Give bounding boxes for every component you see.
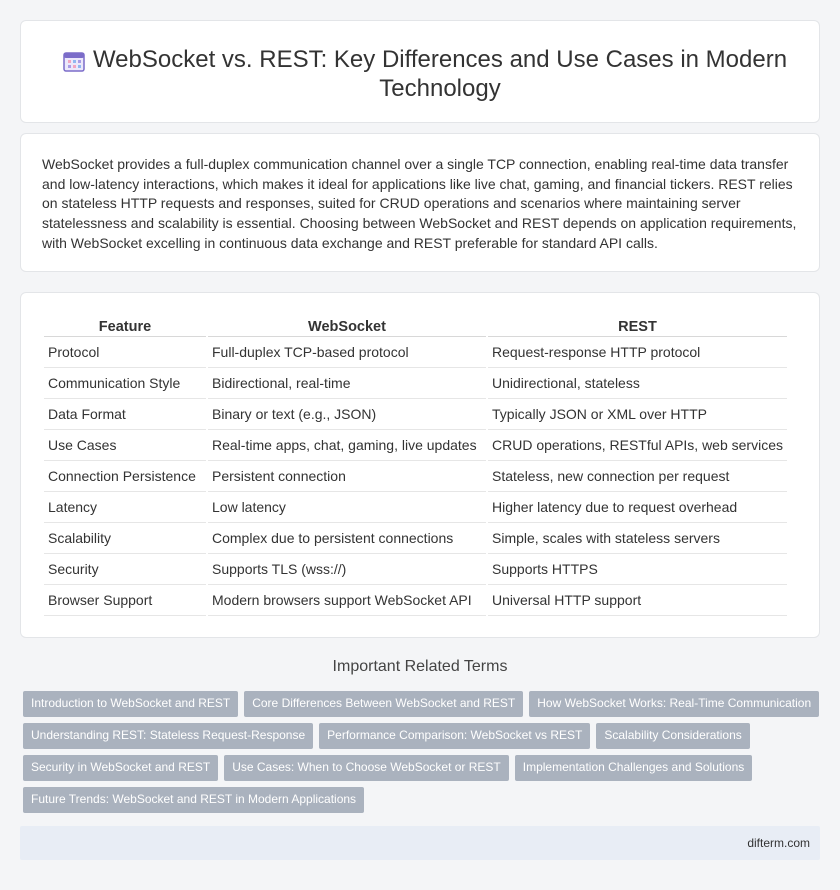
table-cell: Request-response HTTP protocol bbox=[488, 337, 787, 368]
table-cell: Supports HTTPS bbox=[488, 554, 787, 585]
column-header-websocket: WebSocket bbox=[208, 317, 486, 337]
table-cell: Unidirectional, stateless bbox=[488, 368, 787, 399]
related-terms-row bbox=[23, 691, 823, 717]
table-cell: Scalability bbox=[44, 523, 206, 554]
table-header-row bbox=[44, 317, 787, 337]
related-terms-row bbox=[23, 723, 823, 749]
table-cell: Persistent connection bbox=[208, 461, 486, 492]
table-cell: Bidirectional, real-time bbox=[208, 368, 486, 399]
table-cell: Use Cases bbox=[44, 430, 206, 461]
table-row bbox=[44, 337, 787, 368]
table-row bbox=[44, 461, 787, 492]
footer-site[interactable]: difterm.com bbox=[747, 836, 810, 850]
related-term-tag[interactable]: How WebSocket Works: Real-Time Communication bbox=[529, 691, 819, 717]
table-cell: Typically JSON or XML over HTTP bbox=[488, 399, 787, 430]
related-term-tag[interactable]: Core Differences Between WebSocket and REST bbox=[244, 691, 523, 717]
related-term-tag[interactable]: Introduction to WebSocket and REST bbox=[23, 691, 238, 717]
table-cell: Universal HTTP support bbox=[488, 585, 787, 616]
table-row bbox=[44, 368, 787, 399]
table-cell: Latency bbox=[44, 492, 206, 523]
table-cell: Stateless, new connection per request bbox=[488, 461, 787, 492]
related-term-tag[interactable]: Scalability Considerations bbox=[596, 723, 749, 749]
table-cell: Data Format bbox=[44, 399, 206, 430]
related-term-tag[interactable]: Use Cases: When to Choose WebSocket or REST bbox=[224, 755, 509, 781]
table-row bbox=[44, 492, 787, 523]
column-header-rest: REST bbox=[488, 317, 787, 337]
table-cell: Communication Style bbox=[44, 368, 206, 399]
summary-text: WebSocket provides a full-duplex communication channel over a single TCP connection, enabling real-time data transfer and low-latency interactions, which makes it ideal for applications like live chat, gaming, and financial tickers. REST relies on stateless HTTP requests and responses, suited for CRUD operations and scenarios where maintaining server statelessness and scalability is essential. Choosing between WebSocket and REST depends on application requirements, with WebSocket excelling in continuous data exchange and REST preferable for standard API calls. bbox=[42, 156, 797, 251]
related-term-tag[interactable]: Implementation Challenges and Solutions bbox=[515, 755, 752, 781]
related-terms-row bbox=[23, 787, 823, 813]
table-cell: Browser Support bbox=[44, 585, 206, 616]
table-cell: Full-duplex TCP-based protocol bbox=[208, 337, 486, 368]
table-cell: CRUD operations, RESTful APIs, web services bbox=[488, 430, 787, 461]
footer bbox=[20, 826, 820, 860]
table-cell: Binary or text (e.g., JSON) bbox=[208, 399, 486, 430]
summary-card bbox=[20, 133, 820, 272]
page-title: WebSocket vs. REST: Key Differences and Use Cases in Modern Technology bbox=[92, 46, 788, 102]
table-cell: Complex due to persistent connections bbox=[208, 523, 486, 554]
comparison-table-card bbox=[20, 292, 820, 638]
table-row bbox=[44, 523, 787, 554]
table-row bbox=[44, 399, 787, 430]
column-header-feature: Feature bbox=[44, 317, 206, 337]
related-term-tag[interactable]: Understanding REST: Stateless Request-Response bbox=[23, 723, 313, 749]
table-cell: Simple, scales with stateless servers bbox=[488, 523, 787, 554]
related-term-tag[interactable]: Future Trends: WebSocket and REST in Modern Applications bbox=[23, 787, 364, 813]
related-terms-list bbox=[23, 691, 823, 819]
related-term-tag[interactable]: Security in WebSocket and REST bbox=[23, 755, 218, 781]
table-cell: Modern browsers support WebSocket API bbox=[208, 585, 486, 616]
table-cell: Higher latency due to request overhead bbox=[488, 492, 787, 523]
header-card bbox=[20, 20, 820, 123]
comparison-table bbox=[42, 317, 789, 616]
table-cell: Supports TLS (wss://) bbox=[208, 554, 486, 585]
table-cell: Low latency bbox=[208, 492, 486, 523]
related-term-tag[interactable]: Performance Comparison: WebSocket vs REST bbox=[319, 723, 590, 749]
related-terms-title: Important Related Terms bbox=[332, 658, 508, 675]
table-row bbox=[44, 430, 787, 461]
table-cell: Protocol bbox=[44, 337, 206, 368]
table-row bbox=[44, 554, 787, 585]
table-row bbox=[44, 585, 787, 616]
table-cell: Connection Persistence bbox=[44, 461, 206, 492]
table-cell: Security bbox=[44, 554, 206, 585]
table-cell: Real-time apps, chat, gaming, live updates bbox=[208, 430, 486, 461]
related-terms-row bbox=[23, 755, 823, 781]
